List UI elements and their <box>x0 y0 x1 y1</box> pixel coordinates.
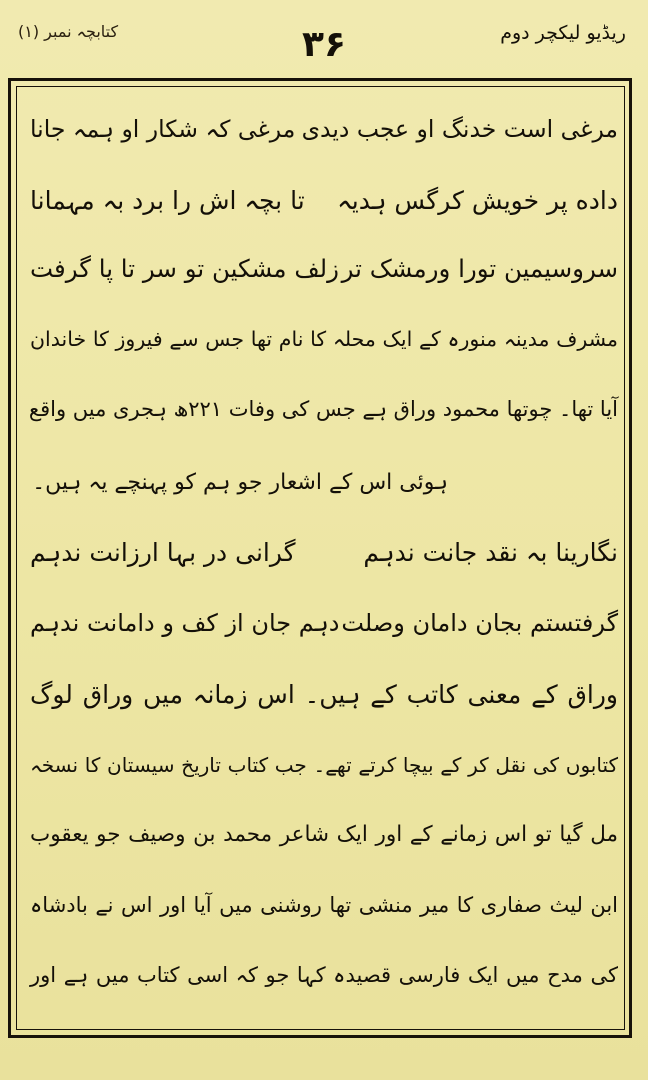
verse-second-hemistich: گرانی در بہا ارزانت ندہم <box>30 538 296 567</box>
verse-line <box>30 536 618 570</box>
prose-line: آیا تھا۔ چوتھا محمود وراق ہے جس کی وفات ۲۲۱ھ ہجری میں واقع <box>28 397 618 421</box>
prose-line: ہوئی اس کے اشعار جو ہم کو پہنچے یہ ہیں۔ <box>32 470 448 495</box>
prose-line: کتابوں کی نقل کر کے بیچا کرتے تھے۔ جب کتاب تاریخ سیستان کا نسخہ <box>30 753 618 777</box>
prose-line: کی مدح میں ایک فارسی قصیدہ کہا جو کہ اسی کتاب میں ہے اور <box>30 963 618 987</box>
verse-first-hemistich: مرغی است خدنگ او عجب دیدی <box>301 115 618 143</box>
verse-line <box>30 184 618 218</box>
verse-second-hemistich: دہم جان از کف و دامانت ندہم <box>30 609 340 637</box>
verse-first-hemistich: گرفتستم بجان دامان وصلت <box>341 609 618 637</box>
running-header-right: ریڈیو لیکچر دوم <box>500 22 626 44</box>
verse-line <box>30 112 618 146</box>
page-number: ۳۶ <box>302 24 346 65</box>
prose-line: وراق کے معنی کاتب کے ہیں۔ اس زمانہ میں وراق لوگ <box>30 680 618 709</box>
verse-first-hemistich: داده پر خویش کرگس ہدیہ <box>337 186 618 215</box>
verse-line <box>30 252 618 286</box>
verse-first-hemistich: نگارینا بہ نقد جانت ندہم <box>363 538 618 567</box>
verse-second-hemistich: زلف مشکین تو سر تا پا گرفت <box>30 254 339 283</box>
verse-second-hemistich: مرغی کہ شکار او ہمہ جانا <box>30 115 296 143</box>
prose-line: ابن لیث صفاری کا میر منشی تھا روشنی میں آیا اور اس نے بادشاہ <box>30 893 618 917</box>
prose-line: مل گیا تو اس زمانے کے اور ایک شاعر محمد بن وصیف جو یعقوب <box>30 822 618 847</box>
verse-first-hemistich: سروسیمین تورا ورمشک تر <box>341 254 618 283</box>
prose-line: مشرف مدینہ منورہ کے ایک محلہ کا نام تھا جس سے فیروز کا خاندان <box>30 327 618 351</box>
verse-second-hemistich: تا بچہ اش را برد بہ مہمانا <box>30 186 305 215</box>
verse-line <box>30 606 618 640</box>
running-header-left: کتابچہ نمبر (۱) <box>18 22 119 41</box>
